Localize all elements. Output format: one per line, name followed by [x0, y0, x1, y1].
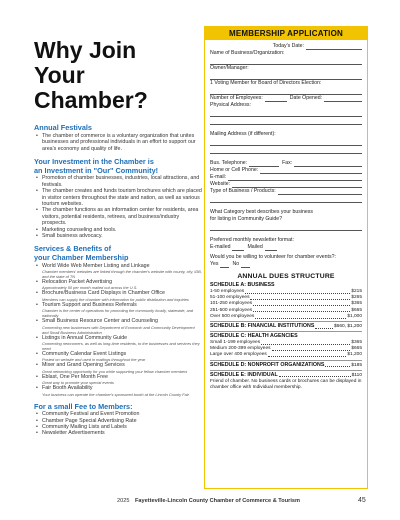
form-header: MEMBERSHIP APPLICATION: [205, 27, 367, 40]
physical-address-line[interactable]: [210, 117, 362, 125]
page-footer: [0, 496, 400, 520]
list-item: • Marketing counseling and tools.: [34, 227, 202, 233]
list-item: • Community Festival and Event Promotion: [34, 411, 202, 417]
small-fee-heading: For a small Fee to Members:: [34, 401, 133, 411]
mailing-address-line[interactable]: [210, 146, 362, 154]
voting-member-field[interactable]: 1 Voting Member for Board of Directors Election:: [210, 80, 322, 86]
list-item: • Brochure/Business Card Displays in Chamber Office Members can supply the chamber with information for public distribution and inquiries: [34, 290, 202, 301]
employees-date-row: Number of Employees: Date Opened:: [210, 95, 362, 102]
business-name-line[interactable]: [210, 57, 362, 65]
type-business-field[interactable]: Type of Business / Products:: [210, 188, 362, 195]
investment-list: [34, 175, 202, 239]
membership-application-form: [204, 26, 368, 489]
category-question: What Category best describes your business: [210, 209, 313, 215]
num-employees-field[interactable]: [265, 97, 287, 102]
services-list: [34, 263, 202, 397]
page-number: 45: [358, 497, 366, 504]
dues-row: 251-500 employees $665: [210, 307, 362, 313]
home-cell-field[interactable]: Home or Cell Phone:: [210, 167, 362, 174]
type-business-line[interactable]: [210, 195, 362, 203]
physical-address-field[interactable]: Physical Address:: [210, 102, 251, 108]
schedule-e: SCHEDULE E: INDIVIDUAL $110: [210, 371, 362, 378]
schedule-a-title: SCHEDULE A: BUSINESS: [210, 282, 275, 288]
volunteer-options: Yes No: [210, 261, 362, 268]
dues-row: 51-100 employees $265: [210, 295, 362, 301]
list-item: • Community Mailing Lists and Labels: [34, 424, 202, 430]
list-item: • Newsletter Advertisements: [34, 430, 202, 436]
dues-row: Large over 400 employees $1,200: [210, 352, 362, 358]
telephone-fax-row: Bus. Telephone: Fax:: [210, 160, 362, 167]
category-line[interactable]: [210, 223, 362, 231]
mailing-address-line[interactable]: [210, 138, 362, 146]
todays-date-field[interactable]: Today's Date:: [210, 43, 362, 50]
voting-member-line[interactable]: [210, 87, 362, 95]
business-name-field[interactable]: Name of Business/Organization:: [210, 50, 285, 56]
small-fee-list: [34, 411, 202, 437]
schedule-c-title: SCHEDULE C: HEALTH AGENCIES: [210, 333, 298, 340]
yes-option[interactable]: [220, 263, 229, 268]
email-field[interactable]: E-mail:: [210, 174, 362, 181]
dues-row: 1-50 employees $215: [210, 289, 362, 294]
list-item: • Community Calendar Event Listings Posted on website and used in mailings throughout the year: [34, 351, 202, 362]
friend-note: Friend of chamber. No business cards or brochures can be displayed in chamber office with Individual membership.: [210, 378, 362, 390]
annual-festivals-heading: Annual Festivals: [34, 123, 92, 132]
services-heading: Services & Benefits of your Chamber Membership: [34, 244, 129, 262]
category-question-2: for listing in Community Guide?: [210, 216, 283, 222]
dues-row: Small 1-199 employees $365: [210, 340, 362, 346]
investment-heading: Your Investment in the Chamber is an Investment in "Our" Community!: [34, 157, 159, 175]
owner-manager-field[interactable]: Owner/Manager:: [210, 65, 249, 71]
list-item: • Relocation Packet Advertising Approximately 50 per month mailed out across the U.S.: [34, 279, 202, 290]
dues-row: Medium 200-399 employees $665: [210, 346, 362, 352]
no-option[interactable]: [241, 263, 250, 268]
dues-row: 101-250 employees $365: [210, 301, 362, 307]
footer-year: 2025: [117, 498, 130, 504]
date-opened-field[interactable]: [324, 97, 362, 102]
list-item: • Tourism Support and Business Referrals Chamber is the center of operations for promoting the community locally, statewide, and nationally: [34, 302, 202, 318]
newsletter-question: Preferred monthly newsletter format:: [210, 237, 294, 243]
page-title: Why Join Your Chamber?: [34, 37, 148, 113]
owner-manager-line[interactable]: [210, 72, 362, 80]
left-column: [34, 38, 202, 441]
dues-heading: ANNUAL DUES STRUCTURE: [237, 273, 335, 280]
list-item: • World Wide Web Member Listing and Linkage Chamber members' websites are linked through the chamber's website with county, city, IDB, and the state of TN: [34, 263, 202, 279]
list-item: • Small Business Resource Center and Counseling Connecting new businesses with Department of Economic and Community Development and Small Business Administration: [34, 318, 202, 334]
list-item: • Small business advocacy.: [34, 233, 202, 239]
mailing-address-field[interactable]: Mailing Address (if different):: [210, 131, 276, 137]
website-field[interactable]: Website:: [210, 181, 362, 188]
list-item: • Promotion of chamber businesses, industries, local attractions, and festivals.: [34, 175, 202, 188]
list-item: • Fair Booth Availability Your business can operate the chamber's sponsored booth at the Lincoln County Fair: [34, 385, 202, 396]
newsletter-options: E-mailed Mailed: [210, 244, 362, 251]
dues-row: Over 500 employees $1,000: [210, 313, 362, 319]
emailed-option[interactable]: [232, 246, 244, 251]
mailed-option[interactable]: [265, 246, 277, 251]
volunteer-question: Would you be willing to volunteer for chamber events?:: [210, 254, 336, 260]
list-item: • Eblast, One Per Month Free Great way to promote your special events: [34, 374, 202, 385]
physical-address-line[interactable]: [210, 109, 362, 117]
schedule-d: SCHEDULE D: NONPROFIT ORGANIZATIONS $185: [210, 361, 362, 368]
list-item: • The chamber creates and funds tourism brochures which are placed in visitor centers throughout the state and nation, as well as various tourism websites.: [34, 188, 202, 207]
footer-name: Fayetteville-Lincoln County Chamber of Commerce & Tourism: [135, 498, 300, 504]
list-item: • Chamber Page Special Advertising Rate: [34, 418, 202, 424]
list-item: • The chamber functions as an information center for residents, area visitors, potential residents, retirees, and business/industry prospects.: [34, 207, 202, 226]
annual-festivals-text: • The chamber of commerce is a voluntary organization that unites businesses and professional individuals in an effort to support our area's economy and quality of life.: [34, 133, 202, 153]
fax-field[interactable]: [294, 162, 362, 167]
list-item: • Mixer and Grand Opening Services Great networking opportunity for you while supporting your fellow chamber members: [34, 362, 202, 373]
list-item: • Listings in Annual Community Guide Connecting newcomers, as well as long-time residents, to the businesses and services they need: [34, 335, 202, 351]
schedule-b: SCHEDULE B: FINANCIAL INSTITUTIONS $660, $1,200: [210, 323, 362, 330]
